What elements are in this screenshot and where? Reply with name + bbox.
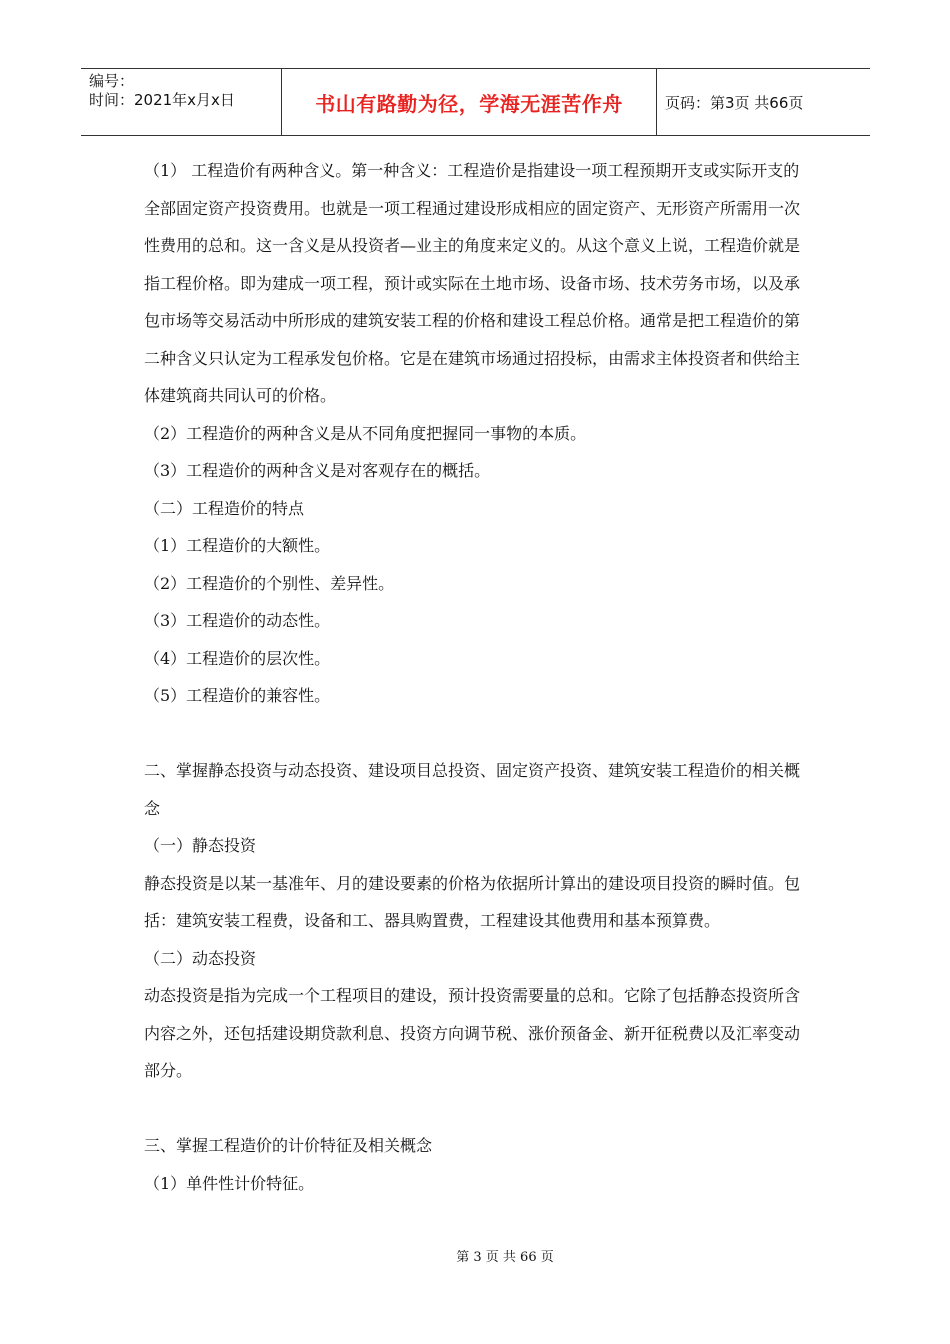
blank-line: [144, 715, 804, 753]
list-item: （5）工程造价的兼容性。: [144, 686, 331, 705]
section-heading: 二、掌握静态投资与动态投资、建设项目总投资、固定资产投资、建筑安装工程造价的相关概念: [144, 761, 801, 818]
paragraph: （2）工程造价的两种含义是从不同角度把握同一事物的本质。: [144, 423, 587, 443]
page-footer: [0, 1246, 950, 1265]
document-body: [144, 152, 804, 1202]
paragraph: 静态投资是以某一基准年、月的建设要素的价格为依据所计算出的建设项目投资的瞬时值。包括：建筑安装工程费，设备和工、器具购置费，工程建设其他费用和基本预算费。: [144, 873, 801, 930]
paragraph: 动态投资是指为完成一个工程项目的建设，预计投资需要量的总和。它除了包括静态投资所含内容之外，还包括建设期贷款利息、投资方向调节税、涨价预备金、新开征税费以及汇率变动部分。: [144, 986, 801, 1080]
paragraph: （1） 工程造价有两种含义。第一种含义：工程造价是指建设一项工程预期开支或实际开支的全部固定资产投资费用。也就是一项工程通过建设形成相应的固定资产、无形资产所需用一次性费用的总和。这一含义是从投资者—业主的角度来定义的。从这个意义上说，工程造价就是指工程价格。即为建成一项工程，预计或实际在土地市场、设备市场、技术劳务市场，以及承包市场等交易活动中所形成的建筑安装工程的价格和建设工程总价格。通常是把工程造价的第二种含义只认定为工程承发包价格。它是在建筑市场通过招投标，由需求主体投资者和供给主体建筑商共同认可的价格。: [144, 161, 801, 405]
paragraph: （3）工程造价的两种含义是对客观存在的概括。: [144, 461, 491, 480]
section-heading: 三、掌握工程造价的计价特征及相关概念: [144, 1136, 433, 1155]
list-item: （2）工程造价的个别性、差异性。: [144, 573, 395, 593]
subsection-heading: （二）动态投资: [144, 948, 257, 968]
list-item: （1）工程造价的大额性。: [144, 536, 331, 555]
subsection-heading: （一）静态投资: [144, 836, 257, 855]
page-header: [81, 68, 870, 136]
number-label: 编号：: [89, 72, 135, 90]
section-heading: （二）工程造价的特点: [144, 498, 305, 518]
blank-line: [144, 1090, 804, 1128]
list-item: （1）单件性计价特征。: [144, 1173, 315, 1193]
footer-page-number: 第 3 页 共 66 页: [456, 1250, 554, 1265]
list-item: （3）工程造价的动态性。: [144, 611, 331, 630]
motto: 书山有路勤为径，学海无涯苦作舟: [282, 69, 657, 135]
list-item: （4）工程造价的层次性。: [144, 648, 331, 668]
date-label: 时间：2021年x月x日: [89, 91, 235, 109]
header-left-cell: [81, 69, 282, 135]
page-info: 页码：第3页 共66页: [665, 93, 804, 112]
